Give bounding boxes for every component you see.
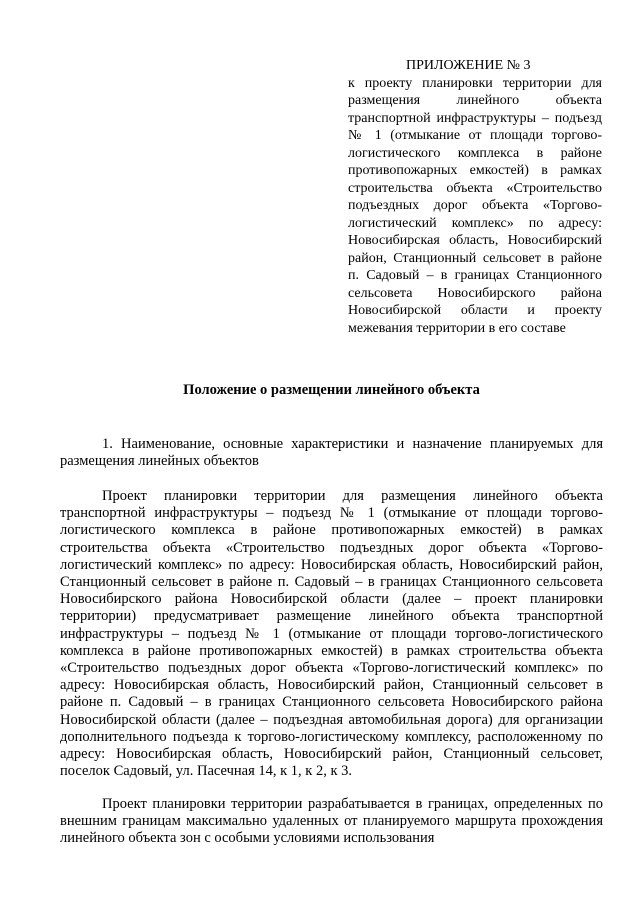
paragraph: Проект планировки территории разрабатывается в границах, определенных по внешним границам максимально удаленных от планируемого маршрута прохождения линейного объекта зон с особыми условиями использования	[60, 796, 603, 847]
paragraph: Проект планировки территории для размещения линейного объекта транспортной инфраструктуры – подъезд № 1 (отмыкание от площади торгово-логистического комплекса в районе противопожарных емкостей) в рамках строительства объекта «Строительство подъездных дорог объекта «Торгово-логистический комплекс» по адресу: Новосибирская область, Новосибирский район, Станционный сельсовет в районе п. Садовый – в границах Станционного сельсовета Новосибирского района Новосибирской области (далее – проект планировки территории) предусматривает размещение линейного объекта транспортной инфраструктуры – подъезд № 1 (отмыкание от площади торгово-логистического комплекса в районе противопожарных емкостей) в рамках строительства объекта «Строительство подъездных дорог объекта «Торгово-логистический комплекс» по адресу: Новосибирская область, Новосибирский район, Станционный сельсовет в районе п. Садовый – в границах Станционного сельсовета Новосибирского района Новосибирской области (далее – подъездная автомобильная дорога) для организации дополнительного подъезда к торгово-логистическому комплексу, расположенному по адресу: Новосибирская область, Новосибирский район, Станционный сельсовет, поселок Садовый, ул. Пасечная 14, к 1, к 2, к 3.	[60, 488, 603, 780]
appendix-description: к проекту планировки территории для размещения линейного объекта транспортной инфраструктуры – подъезд № 1 (отмыкание от площади торгово-логистического комплекса в районе противопожарных емкостей) в рамках строительства объекта «Строительство подъездных дорог объекта «Торгово-логистический комплекс» по адресу: Новосибирская область, Новосибирский район, Станционный сельсовет в районе п. Садовый – в границах Станционного сельсовета Новосибирского района Новосибирской области и проекту межевания территории в его составе	[348, 75, 602, 336]
subsection-heading: 1. Наименование, основные характеристики и назначение планируемых для размещения линейных объектов	[60, 436, 603, 470]
appendix-header	[348, 57, 602, 337]
appendix-title: ПРИЛОЖЕНИЕ № 3	[406, 58, 531, 73]
section-title: Положение о размещении линейного объекта	[183, 382, 480, 398]
